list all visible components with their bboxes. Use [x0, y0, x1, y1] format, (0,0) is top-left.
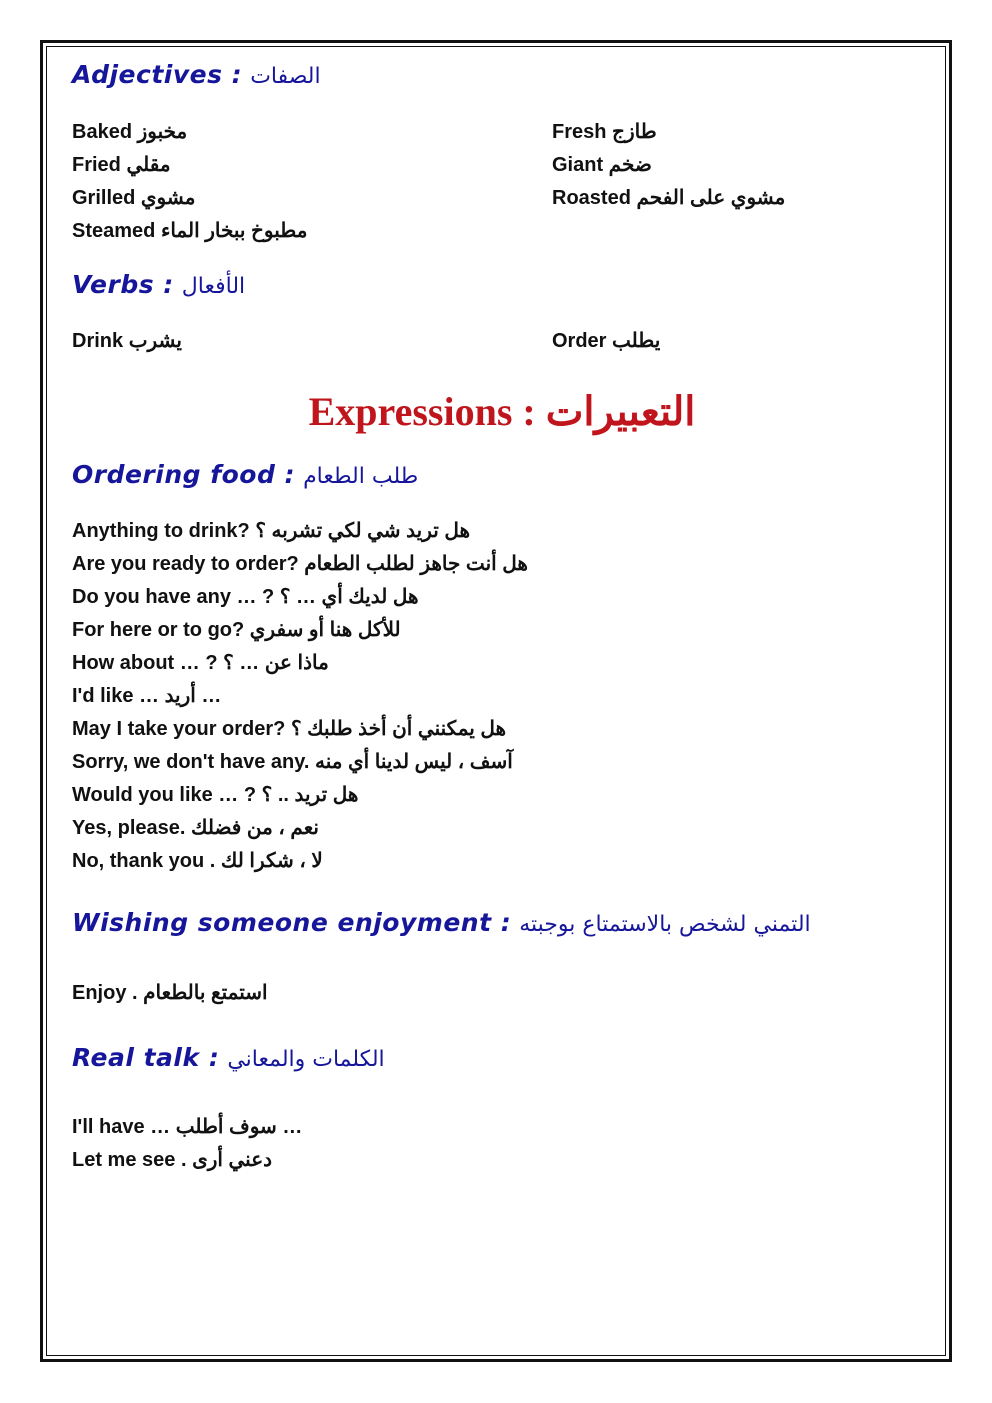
real-talk-heading-ar: الكلمات والمعاني	[227, 1047, 385, 1072]
verb-item: Order يطلب	[552, 330, 661, 352]
verbs-heading-ar: الأفعال	[181, 274, 246, 299]
wishing-list	[72, 977, 268, 1010]
expression-item: For here or to go? للأكل هنا أو سفري	[72, 619, 401, 641]
adjective-item: Grilled مشوي	[72, 187, 196, 209]
expression-item: I'll have … سوف أطلب …	[72, 1116, 303, 1138]
verbs-heading	[72, 270, 245, 299]
expression-item: I'd like … أريد …	[72, 685, 222, 707]
wishing-heading-en: Wishing someone enjoyment :	[72, 908, 512, 937]
adjective-item: Steamed مطبوخ ببخار الماء	[72, 220, 308, 242]
wishing-heading-ar: التمني لشخص بالاستمتاع بوجبته	[519, 912, 811, 937]
adjective-item: Fried مقلي	[72, 154, 171, 176]
ordering-food-heading-en: Ordering food :	[72, 460, 296, 489]
expression-item: How about … ? ماذا عن … ؟	[72, 652, 329, 674]
expression-item: No, thank you . لا ، شكرا لك	[72, 850, 323, 872]
ordering-food-heading-ar: طلب الطعام	[303, 464, 419, 489]
adjectives-heading-ar: الصفات	[250, 64, 321, 89]
adjectives-heading	[72, 60, 321, 89]
expression-item: Anything to drink? هل تريد شي لكي تشربه ؟	[72, 520, 471, 542]
wishing-heading	[72, 908, 811, 937]
real-talk-heading	[72, 1043, 385, 1072]
expression-item: Would you like … ? هل تريد .. ؟	[72, 784, 359, 806]
expression-item: Do you have any … ? هل لديك أي … ؟	[72, 586, 419, 608]
adjective-item: Fresh طازج	[552, 121, 657, 143]
ordering-food-list	[72, 515, 528, 878]
real-talk-list	[72, 1111, 302, 1177]
expression-item: Enjoy . استمتع بالطعام	[72, 982, 268, 1004]
real-talk-heading-en: Real talk :	[72, 1043, 220, 1072]
adjectives-heading-en: Adjectives :	[72, 60, 243, 89]
adjective-item: Baked مخبوز	[72, 121, 188, 143]
expression-item: Yes, please. نعم ، من فضلك	[72, 817, 319, 839]
adjective-item: Roasted مشوي على الفحم	[552, 187, 786, 209]
adjective-item: Giant ضخم	[552, 154, 652, 176]
verbs-heading-en: Verbs :	[72, 270, 174, 299]
ordering-food-heading	[72, 460, 418, 489]
expression-item: Sorry, we don't have any. آسف ، ليس لدينا أي منه	[72, 751, 513, 773]
expression-item: Let me see . دعني أرى	[72, 1149, 273, 1171]
expression-item: May I take your order? هل يمكنني أن أخذ طلبك ؟	[72, 718, 507, 740]
verb-item: Drink يشرب	[72, 330, 182, 352]
expressions-title: Expressions : التعبيرات	[308, 389, 696, 434]
expression-item: Are you ready to order? هل أنت جاهز لطلب الطعام	[72, 553, 528, 575]
